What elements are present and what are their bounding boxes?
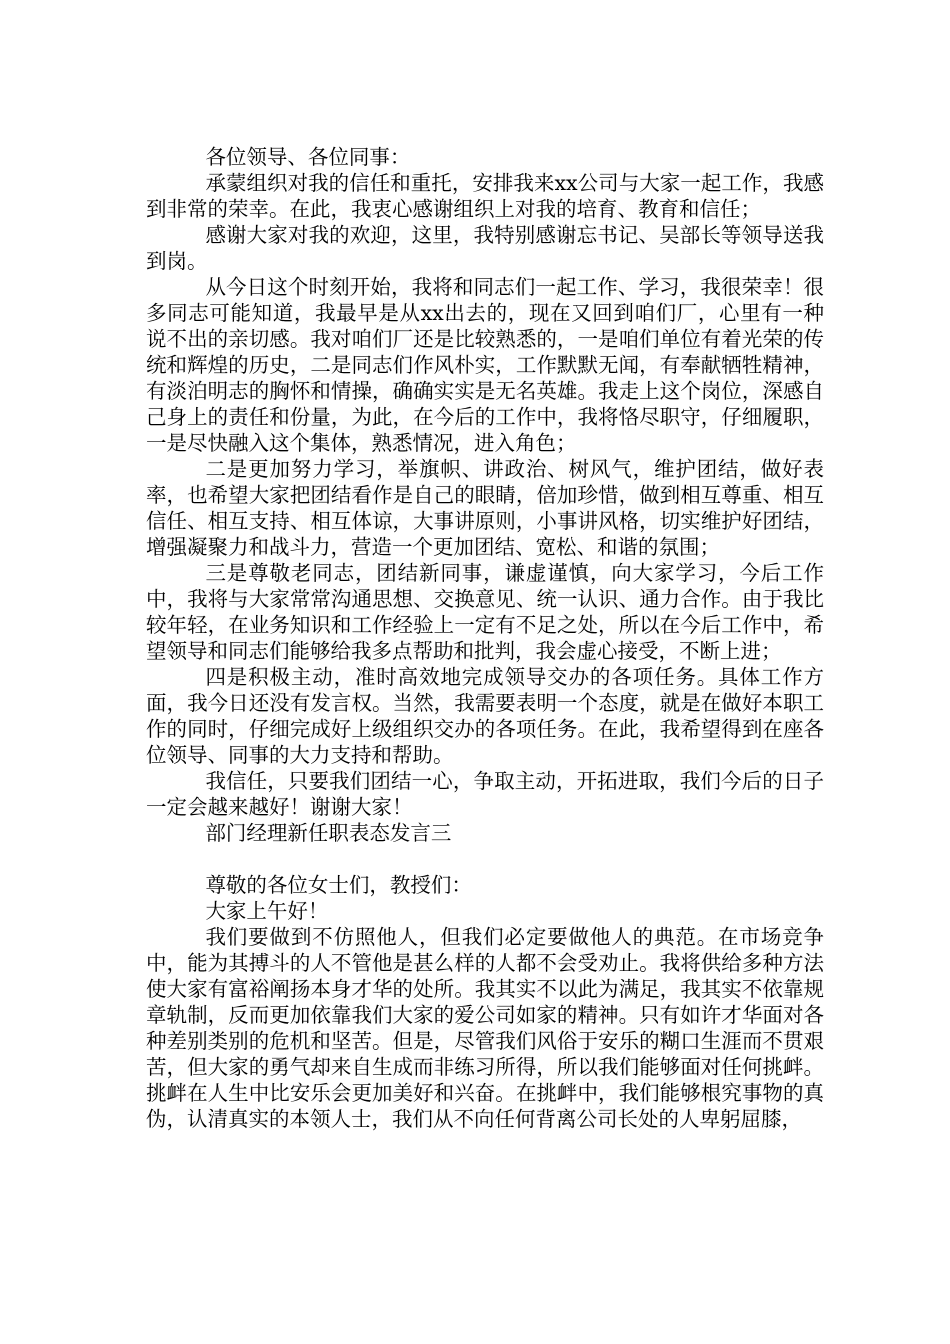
greeting: 各位领导、各位同事： [205, 145, 411, 169]
paragraph: 从今日这个时刻开始，我将和同志们一起工作、学习，我很荣幸！很多同志可能知道，我最早是从xx出去的，现在又回到咱们厂，心里有一种说不出的亲切感。我对咱们厂还是比较熟悉的，一是咱们单位有着光荣的传统和辉煌的历史，二是同志们作风朴实，工作默默无闻，有奉献牺牲精神，有淡泊明志的胸怀和情操，确确实实是无名英雄。我走上这个岗位，深感自己身上的责任和份量，为此，在今后的工作中，我将恪尽职守，仔细履职，一是尽快融入这个集体，熟悉情况，进入角色； [146, 275, 824, 455]
document-page [146, 144, 824, 1132]
paragraph: 四是积极主动，准时高效地完成领导交办的各项任务。具体工作方面，我今日还没有发言权。当然，我需要表明一个态度，就是在做好本职工作的同时，仔细完成好上级组织交办的各项任务。在此，我希望得到在座各位领导、同事的大力支持和帮助。 [146, 665, 824, 767]
greeting: 尊敬的各位女士们，教授们： [205, 873, 472, 897]
paragraph: 二是更加努力学习，举旗帜、讲政治、树风气，维护团结，做好表率，也希望大家把团结看作是自己的眼睛，倍加珍惜，做到相互尊重、相互信任、相互支持、相互体谅，大事讲原则，小事讲风格，切实维护好团结，增强凝聚力和战斗力，营造一个更加团结、宽松、和谐的氛围； [146, 457, 824, 559]
section-title: 部门经理新任职表态发言三 [205, 821, 452, 845]
paragraph: 我们要做到不仿照他人，但我们必定要做他人的典范。在市场竞争中，能为其搏斗的人不管他是甚么样的人都不会受劝止。我将供给多种方法使大家有富裕阐扬本身才华的处所。我其实不以此为满足，我其实不依靠规章轨制，反而更加依靠我们大家的爱公司如家的精神。只有如许才华面对各种差别类别的危机和坚苦。但是，尽管我们风俗于安乐的糊口生涯而不贯艰苦，但大家的勇气却来自生成而非练习所得，所以我们能够面对任何挑衅。挑衅在人生中比安乐会更加美好和兴奋。在挑衅中，我们能够根究事物的真伪，认清真实的本领人士，我们从不向任何背离公司长处的人卑躬屈膝， [146, 925, 824, 1131]
greeting: 大家上午好！ [205, 899, 329, 923]
blank-line [146, 846, 824, 872]
paragraph: 感谢大家对我的欢迎，这里，我特别感谢忘书记、吴部长等领导送我到岗。 [146, 223, 824, 273]
paragraph: 三是尊敬老同志，团结新同事，谦虚谨慎，向大家学习，今后工作中，我将与大家常常沟通思想、交换意见、统一认识、通力合作。由于我比较年轻，在业务知识和工作经验上一定有不足之处，所以在今后工作中，希望领导和同志们能够给我多点帮助和批判，我会虚心接受，不断上进； [146, 561, 824, 663]
paragraph: 承蒙组织对我的信任和重托，安排我来xx公司与大家一起工作，我感到非常的荣幸。在此，我衷心感谢组织上对我的培育、教育和信任； [146, 171, 824, 221]
paragraph: 我信任，只要我们团结一心，争取主动，开拓进取，我们今后的日子一定会越来越好！谢谢大家！ [146, 769, 824, 819]
